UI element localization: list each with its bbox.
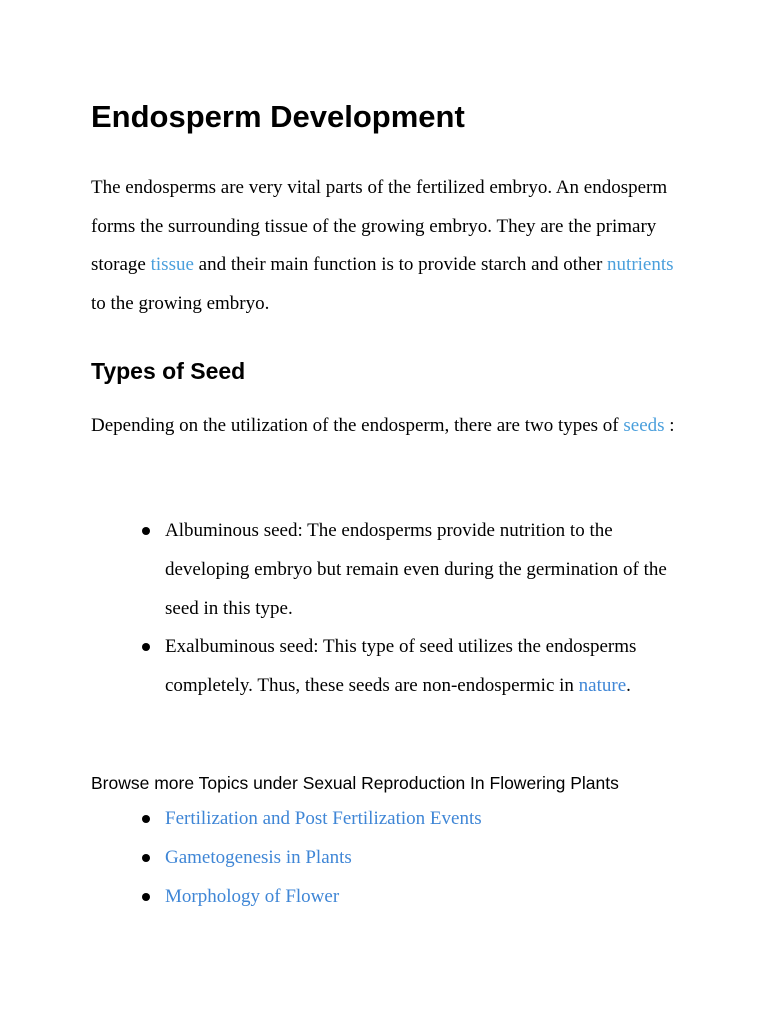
nature-link[interactable]: nature — [578, 675, 627, 697]
bullet-icon — [142, 854, 150, 862]
topic-link-fertilization[interactable]: Fertilization and Post Fertilization Events — [165, 808, 482, 829]
intro-text-2: and their main function is to provide starch and other — [193, 254, 608, 275]
types-text-2: : — [664, 415, 675, 436]
types-text-1: Depending on the utilization of the endosperm, there are two types of — [91, 415, 624, 436]
types-heading: Types of Seed — [91, 358, 246, 384]
list-item-exalbuminous — [142, 628, 682, 706]
page-title: Endosperm Development — [91, 99, 465, 134]
topic-link-gametogenesis[interactable]: Gametogenesis in Plants — [165, 846, 352, 868]
nutrients-link[interactable]: nutrients — [607, 254, 674, 275]
list-item-text-2: . — [626, 675, 631, 697]
bullet-icon — [142, 815, 150, 823]
bullet-icon — [142, 527, 150, 535]
intro-paragraph — [91, 169, 691, 323]
list-item-text: Albuminous seed: The endosperms provide nutrition to the developing embryo but remain even during the germination of the seed in this type. — [165, 520, 667, 619]
bullet-icon — [142, 893, 150, 901]
topic-item — [142, 839, 682, 878]
seed-types-list — [142, 512, 682, 706]
topic-item — [142, 878, 682, 917]
list-item-albuminous — [142, 512, 682, 628]
browse-topics-list — [142, 800, 682, 916]
topic-link-morphology[interactable]: Morphology of Flower — [165, 885, 340, 907]
bullet-icon — [142, 643, 150, 651]
seeds-link[interactable]: seeds — [623, 415, 665, 436]
browse-heading: Browse more Topics under Sexual Reproduction In Flowering Plants — [91, 773, 619, 793]
intro-text-3: to the growing embryo. — [91, 292, 270, 314]
types-paragraph — [91, 407, 691, 446]
list-item-text-1: Exalbuminous seed: This type of seed utilizes the endosperms completely. Thus, these seeds are non-endospermic in — [165, 636, 637, 697]
intro-text-1: The endosperms are very vital parts of the fertilized embryo. An endosperm forms the surrounding tissue of the growing embryo. They are the primary storage — [91, 177, 668, 275]
tissue-link[interactable]: tissue — [150, 254, 194, 275]
topic-item — [142, 800, 682, 839]
